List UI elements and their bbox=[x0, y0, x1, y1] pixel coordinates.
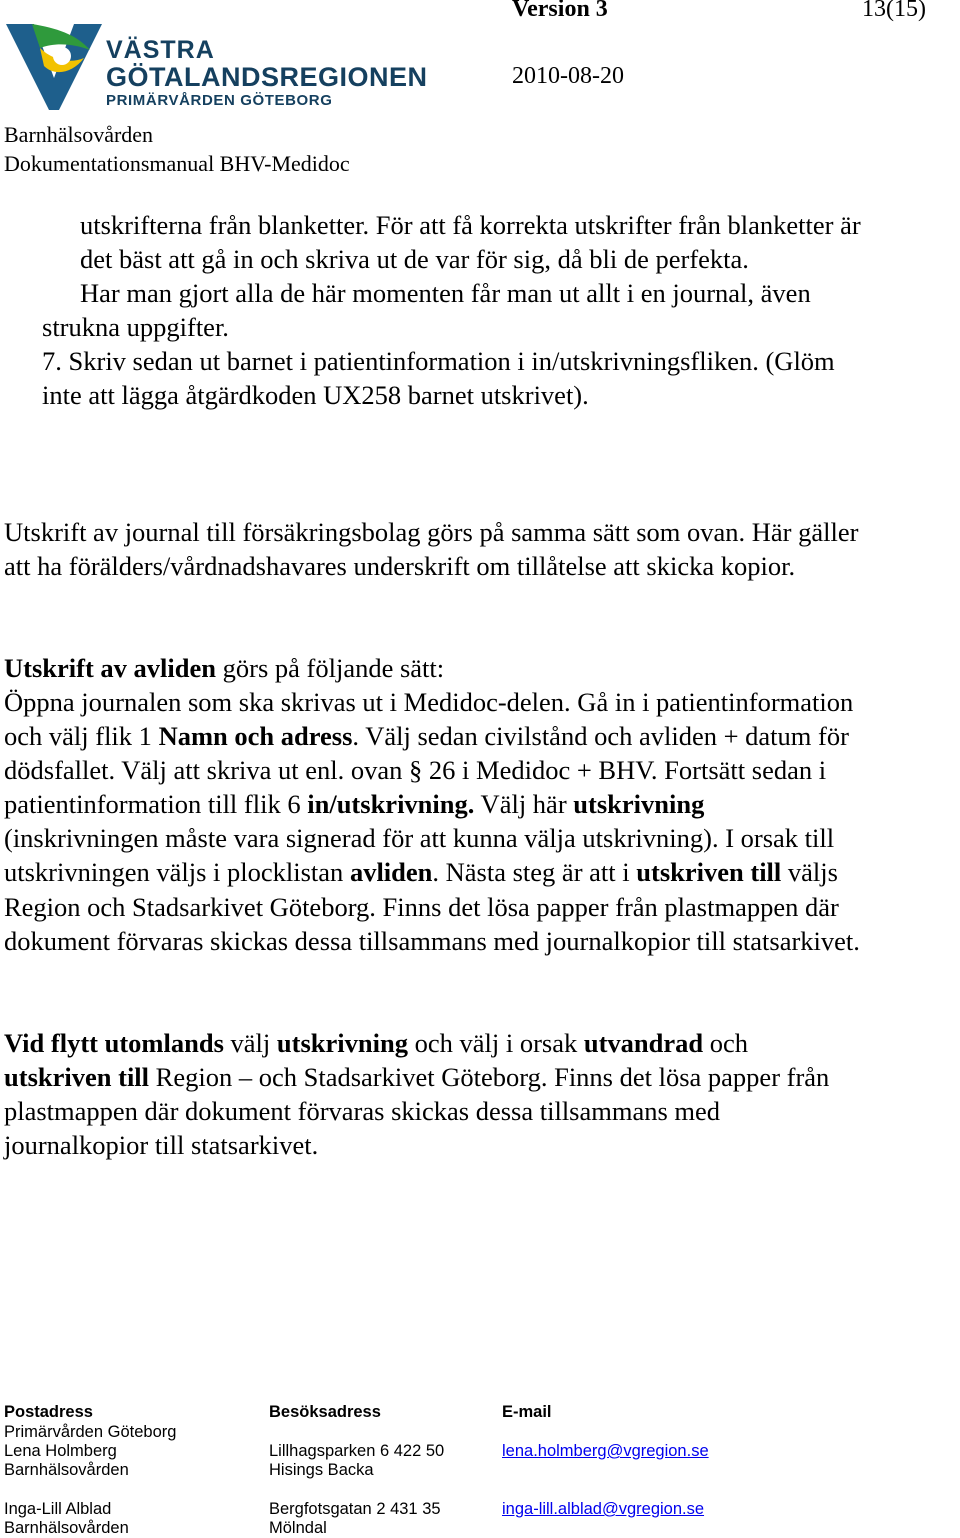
footer-postal-heading: Postadress bbox=[4, 1403, 93, 1421]
abroad-line-1 bbox=[4, 1028, 748, 1059]
abroad-line-2-b: Region – och Stadsarkivet Göteborg. Finns det lösa papper från bbox=[149, 1062, 830, 1092]
deceased-line-5-a: patientinformation till flik 6 bbox=[4, 789, 308, 819]
footer-contact2-street: Bergfotsgatan 2 431 35 bbox=[269, 1500, 441, 1518]
footer-contact1-email-link[interactable]: lena.holmberg@vgregion.se bbox=[502, 1442, 709, 1460]
version-label: Version 3 bbox=[512, 0, 608, 22]
vgregion-emblem-icon bbox=[4, 20, 104, 112]
deceased-line-4: dödsfallet. Välj att skriva ut enl. ovan § 26 i Medidoc + BHV. Fortsätt sedan i bbox=[4, 755, 827, 785]
deceased-line-8: Region och Stadsarkivet Göteborg. Finns det lösa papper från plastmappen där bbox=[4, 892, 839, 922]
deceased-line-9: dokument förvaras skickas dessa tillsammans med journalkopior till statsarkivet. bbox=[4, 926, 860, 956]
deceased-line-1-text: görs på följande sätt: bbox=[216, 653, 445, 683]
footer-contact1-name: Lena Holmberg bbox=[4, 1442, 117, 1460]
footer-contact2-email-link[interactable]: inga-lill.alblad@vgregion.se bbox=[502, 1500, 705, 1518]
step-7-line-2: inte att lägga åtgärdkoden UX258 barnet utskrivet). bbox=[42, 380, 589, 410]
deceased-line-3-a: och välj flik 1 bbox=[4, 721, 159, 751]
footer-email-heading: E-mail bbox=[502, 1403, 552, 1421]
deceased-line-3-c: . Välj sedan civilstånd och avliden + datum för bbox=[352, 721, 849, 751]
abroad-line-1-c: utskrivning bbox=[276, 1028, 408, 1058]
deceased-line-7-c: . Nästa steg är att i bbox=[432, 857, 637, 887]
logo-text-line3: PRIMÄRVÅRDEN GÖTEBORG bbox=[106, 92, 333, 109]
abroad-line-1-f: och bbox=[703, 1028, 749, 1058]
footer-contact1-unit: Barnhälsovården bbox=[4, 1461, 129, 1479]
footer-contact2-unit: Barnhälsovården bbox=[4, 1519, 129, 1537]
vgregion-logo bbox=[4, 20, 434, 112]
deceased-line-3 bbox=[4, 721, 849, 752]
deceased-line-7-b: avliden bbox=[349, 857, 433, 887]
abroad-line-1-b: välj bbox=[223, 1028, 277, 1058]
logo-text-line2: GÖTALANDSREGIONEN bbox=[106, 62, 428, 92]
intro-line-1: utskrifterna från blanketter. För att få korrekta utskrifter från blanketter är bbox=[80, 210, 861, 240]
abroad-line-1-d: och välj i orsak bbox=[407, 1028, 584, 1058]
step-7-line-1: 7. Skriv sedan ut barnet i patientinformation i in/utskrivningsfliken. (Glöm bbox=[42, 346, 835, 376]
deceased-line-1 bbox=[4, 653, 444, 684]
insurance-line-2: att ha förälders/vårdnadshavares underskrift om tillåtelse att skicka kopior. bbox=[4, 551, 796, 581]
abroad-line-4: journalkopior till statsarkivet. bbox=[4, 1130, 319, 1160]
unit-name: Barnhälsovården bbox=[4, 122, 154, 147]
footer-org: Primärvården Göteborg bbox=[4, 1423, 177, 1441]
page-number: 13(15) bbox=[862, 0, 926, 22]
footer-contact1-city: Hisings Backa bbox=[269, 1461, 374, 1479]
intro-line-2: det bäst att gå in och skriva ut de var för sig, då bli de perfekta. bbox=[80, 244, 749, 274]
deceased-line-5-b: in/utskrivning. bbox=[307, 789, 475, 819]
deceased-line-5-c: Välj här bbox=[474, 789, 574, 819]
abroad-line-1-a: Vid flytt utomlands bbox=[4, 1028, 224, 1058]
deceased-line-6: (inskrivningen måste vara signerad för att kunna välja utskrivning). I orsak till bbox=[4, 823, 835, 853]
abroad-line-1-e: utvandrad bbox=[583, 1028, 704, 1058]
insurance-line-1: Utskrift av journal till försäkringsbolag görs på samma sätt som ovan. Här gäller bbox=[4, 517, 859, 547]
deceased-line-7-d: utskriven till bbox=[636, 857, 782, 887]
deceased-line-5-d: utskrivning bbox=[573, 789, 705, 819]
deceased-line-5 bbox=[4, 789, 704, 820]
document-date: 2010-08-20 bbox=[512, 63, 624, 89]
abroad-line-2-a: utskriven till bbox=[4, 1062, 150, 1092]
deceased-line-7 bbox=[4, 857, 838, 888]
footer-contact2-name: Inga-Lill Alblad bbox=[4, 1500, 112, 1518]
footer-visit-heading: Besöksadress bbox=[269, 1403, 381, 1421]
abroad-line-2 bbox=[4, 1062, 829, 1093]
intro-line-3: Har man gjort alla de här momenten får man ut allt i en journal, även bbox=[80, 278, 811, 308]
abroad-line-3: plastmappen där dokument förvaras skickas dessa tillsammans med bbox=[4, 1096, 721, 1126]
deceased-line-7-a: utskrivningen väljs i plocklistan bbox=[4, 857, 350, 887]
footer-contact1-street: Lillhagsparken 6 422 50 bbox=[269, 1442, 445, 1460]
deceased-line-3-b: Namn och adress bbox=[158, 721, 353, 751]
deceased-heading: Utskrift av avliden bbox=[4, 653, 216, 683]
deceased-line-7-e: väljs bbox=[781, 857, 838, 887]
intro-line-4: strukna uppgifter. bbox=[42, 312, 229, 342]
manual-title: Dokumentationsmanual BHV-Medidoc bbox=[4, 151, 350, 176]
footer-contact2-city: Mölndal bbox=[269, 1519, 327, 1537]
deceased-line-2: Öppna journalen som ska skrivas ut i Medidoc-delen. Gå in i patientinformation bbox=[4, 687, 854, 717]
logo-text-line1: VÄSTRA bbox=[106, 36, 215, 64]
